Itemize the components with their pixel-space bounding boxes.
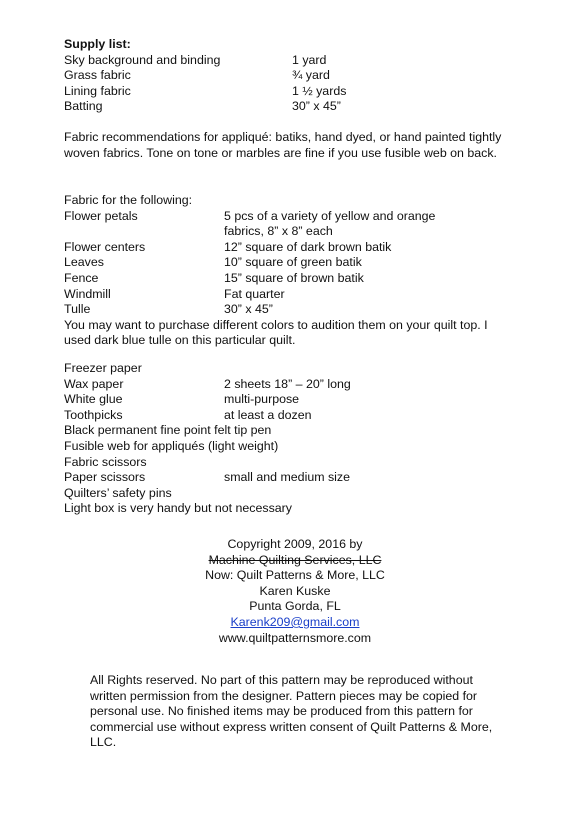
fabric-item-desc: 12” square of dark brown batik [224,239,392,254]
fabric-item-name: Windmill [64,286,111,301]
fabric-item-desc: 5 pcs of a variety of yellow and orange [224,208,436,223]
fabric-heading: Fabric for the following: [64,193,193,207]
notion-name: Paper scissors [64,470,146,485]
notion-item [64,486,514,502]
supply-item [64,53,514,69]
notion-item [64,361,514,377]
fabric-item-name: Fence [64,270,99,285]
notion-item [64,423,514,439]
notion-name: Light box is very handy but not necessary [64,501,292,516]
supply-item-qty: ¾ yard [292,68,330,83]
notion-name: Toothpicks [64,407,123,422]
fabric-item-desc: 30” x 45” [224,302,273,317]
former-company: Machine Quilting Services, LLC [208,552,382,567]
notion-name: Fusible web for appliqués (light weight) [64,438,279,453]
supply-list [64,37,514,115]
notion-name: Wax paper [64,376,124,391]
fabric-item [64,302,514,318]
fabric-item [64,271,514,287]
fabric-item [64,255,514,271]
author-name: Karen Kuske [259,583,331,598]
rights-notice: All Rights reserved. No part of this pattern may be reproduced without written permission from the designer. Pattern pieces may be copied for personal use. No finished items may be produced from this pattern for commercial use without express written consent of Quilt Patterns & More, LLC. [90,673,493,750]
fabric-item-name: Tulle [64,302,91,317]
supply-item-qty: 30” x 45” [292,99,341,114]
notion-name: Freezer paper [64,361,142,375]
author-location: Punta Gorda, FL [249,599,341,614]
supply-item-name: Batting [64,99,103,114]
fabric-item-desc: fabrics, 8” x 8” each [224,224,333,239]
fabric-item-name: Flower petals [64,208,138,223]
notion-item [64,392,514,408]
copyright-line: Copyright 2009, 2016 by [227,537,363,551]
supply-item [64,68,514,84]
notion-desc: multi-purpose [224,392,300,407]
fabric-item [64,287,514,303]
notion-desc: small and medium size [224,470,351,485]
fabric-item-desc: 15” square of brown batik [224,270,364,285]
notion-item [64,408,514,424]
fabric-item [64,209,514,225]
notion-item [64,439,514,455]
fabric-item-desc: 10” square of green batik [224,255,362,270]
fabric-item-continued [64,224,514,240]
notions-list [64,361,514,517]
supply-item-name: Grass fabric [64,68,131,83]
supply-heading: Supply list: [64,37,131,51]
supply-item [64,84,514,100]
notion-item [64,470,514,486]
notion-item [64,455,514,471]
fabric-list [64,193,514,349]
supply-item-name: Sky background and binding [64,52,221,67]
email-link[interactable]: Karenk209@gmail.com [230,614,360,629]
notion-item [64,377,514,393]
supply-item-name: Lining fabric [64,83,131,98]
notion-item [64,501,514,517]
current-company: Now: Quilt Patterns & More, LLC [205,568,385,583]
copyright-block [140,537,450,646]
notion-name: White glue [64,392,123,407]
fabric-item-name: Leaves [64,255,104,270]
supply-item [64,99,514,115]
supply-item-qty: 1 yard [292,52,327,67]
notion-desc: at least a dozen [224,407,312,422]
notion-desc: 2 sheets 18” – 20” long [224,376,351,391]
notion-name: Fabric scissors [64,454,147,469]
fabric-item-name: Flower centers [64,239,146,254]
supply-item-qty: 1 ½ yards [292,83,347,98]
tulle-note: You may want to purchase different colors to audition them on your quilt top. I used dark blue tulle on this particular quilt. [64,317,488,348]
fabric-recommendation: Fabric recommendations for appliqué: batiks, hand dyed, or hand painted tightly woven fabrics. Tone on tone or marbles are fine if you use fusible web on back. [64,130,502,160]
website-text: www.quiltpatternsmore.com [218,630,372,645]
fabric-item-desc: Fat quarter [224,286,285,301]
notion-name: Quilters’ safety pins [64,485,172,500]
fabric-item [64,240,514,256]
notion-name: Black permanent fine point felt tip pen [64,423,272,438]
